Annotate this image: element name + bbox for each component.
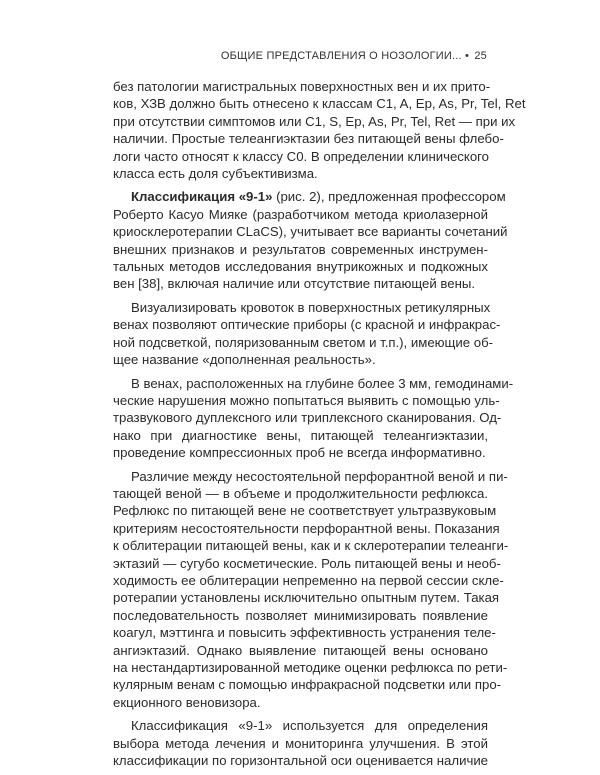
text-line: екционного веновизора.: [113, 694, 261, 710]
paragraph-6: [113, 717, 488, 769]
running-title: ОБЩИЕ ПРЕДСТАВЛЕНИЯ О НОЗОЛОГИИ...: [220, 50, 462, 62]
text-line: криосклеротерапии CLaCS), учитывает все варианты сочетаний: [113, 224, 508, 240]
text-line: вен [38], включая наличие или отсутствие питающей вены.: [113, 276, 476, 292]
text-line: нако при диагностике вены, питающей телеангиэктазии,: [113, 427, 488, 443]
text-line: щее название «дополненная реальность».: [113, 352, 376, 368]
text-line: к облитерации питающей вены, как и к склеротерапии телеанги-: [113, 538, 509, 554]
text-line: логи часто относят к классу C0. В определении клинического: [113, 148, 490, 164]
text-line: эктазий — сугубо косметические. Роль питающей вены и необ-: [113, 555, 501, 571]
text-line: тающей веной — в объеме и продолжительности рефлюкса.: [113, 485, 488, 501]
text-line: ангиэктазий. Однако выявление питающей вены основано: [113, 642, 488, 658]
paragraph-3: [113, 299, 501, 369]
text-line: проведение компрессионных проб не всегда информативно.: [113, 445, 486, 461]
text-line: выбора метода лечения и мониторинга улучшения. В этой: [113, 735, 488, 751]
text-line: класса есть доля субъективизма.: [113, 166, 318, 182]
text-line: без патологии магистральных поверхностных вен и их прито-: [113, 79, 491, 94]
classification-term: Классификация «9-1»: [131, 189, 273, 205]
body-text: [113, 78, 526, 775]
text-line: тразвукового дуплексного или триплексного сканирования. Од-: [113, 410, 502, 426]
text-line: критериям несостоятельности перфорантной вены. Показания: [113, 520, 500, 536]
text-line: Различие между несостоятельной перфорантной веной и пи-: [131, 468, 508, 484]
text-line: при отсутствии симптомов или C1, S, Ep, As, Pr, Tel, Ret — при их: [113, 113, 516, 129]
paragraph-5: [113, 468, 509, 712]
text-line: тальных методов исследования внутрикожных и подкожных: [113, 259, 488, 275]
text-line: ной подсветкой, поляризованным светом и т.п.), имеющие об-: [113, 334, 494, 350]
text-line: ротерапии установлены исключительно опытным путем. Такая: [113, 590, 500, 606]
text-line: Роберто Касуо Мияке (разработчиком метода криолазерной: [113, 206, 488, 222]
text-line: внешних признаков и результатов современных инструмен-: [113, 241, 488, 257]
header-separator: •: [465, 50, 470, 62]
text-line: венах позволяют оптические приборы (с красной и инфракрас-: [113, 317, 501, 333]
text-line: [113, 188, 506, 205]
text-line: ческие нарушения можно попытаться выявить с помощью уль-: [113, 392, 500, 408]
text-line: Рефлюкс по питающей вене не соответствует ультразвуковым: [113, 503, 497, 519]
text-line: Визуализировать кровоток в поверхностных ретикулярных: [131, 299, 491, 315]
running-header: [221, 50, 487, 62]
text-line: ходимость ее облитерации непременно на первой сессии скле-: [113, 572, 504, 588]
text-line: на нестандартизированной методике оценки рефлюкса по рети-: [113, 660, 508, 675]
text-line: Классификация «9-1» используется для определения: [131, 718, 488, 734]
paragraph-classification: [113, 188, 508, 292]
text-line: В венах, расположенных на глубине более 3 мм, гемодинами-: [131, 375, 514, 391]
text-fragment: (рис. 2), предложенная профессором: [272, 189, 506, 205]
page-number: 25: [474, 50, 487, 62]
text-line: последовательность позволяет минимизировать появление: [113, 607, 488, 623]
text-line: кулярным венам с помощью инфракрасной подсветки или про-: [113, 677, 502, 693]
paragraph-4: [113, 375, 514, 462]
paragraph-1: [113, 78, 526, 182]
text-line: ков, ХЗВ должно быть отнесено к классам C1, A, Ep, As, Pr, Tel, Ret: [113, 96, 526, 112]
text-line: коагул, мэттинга и повысить эффективность устранения теле-: [113, 625, 496, 641]
text-line: классификации по горизонтальной оси оценивается наличие: [113, 753, 489, 769]
text-line: наличии. Простые телеангиэктазии без питающей вены флебо-: [113, 131, 504, 147]
